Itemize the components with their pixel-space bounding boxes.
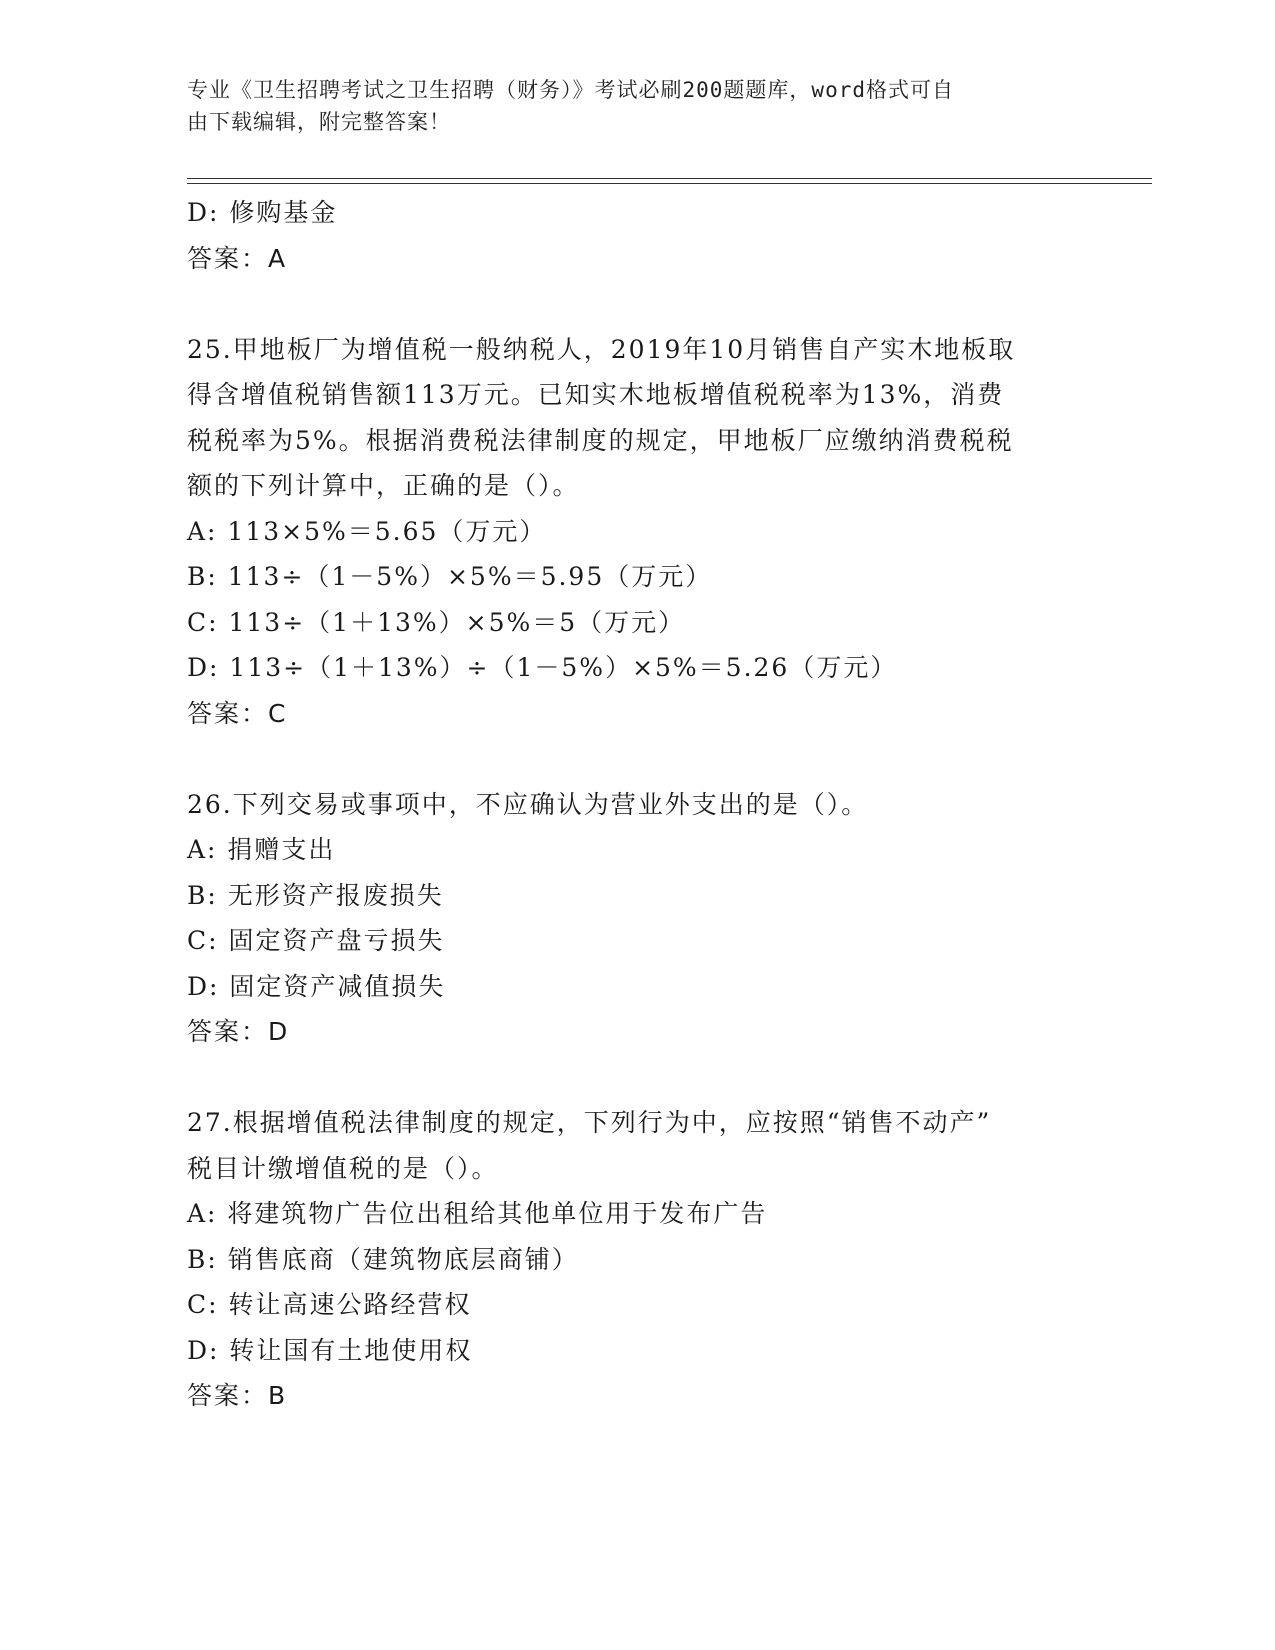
header-line-2: 由下载编辑，附完整答案！ bbox=[187, 110, 451, 134]
question-stem-line: 25.甲地板厂为增值税一般纳税人，2019年10月销售自产实木地板取 bbox=[187, 334, 1016, 364]
header-divider-bottom bbox=[187, 183, 1152, 184]
question-stem-line: 27.根据增值税法律制度的规定，下列行为中，应按照“销售不动产” bbox=[187, 1108, 992, 1137]
header-divider-top bbox=[187, 178, 1152, 179]
answer-line: 答案：B bbox=[187, 1381, 288, 1410]
question-stem-line: 税税率为5%。根据消费税法律制度的规定，甲地板厂应缴纳消费税税 bbox=[187, 425, 1014, 455]
option-a: A: 将建筑物广告位出租给其他单位用于发布广告 bbox=[187, 1199, 768, 1228]
document-header bbox=[187, 74, 1087, 138]
option-c: C: 转让高速公路经营权 bbox=[187, 1290, 472, 1319]
option-d: D: 固定资产减值损失 bbox=[187, 971, 446, 1001]
option-a: A: 捐赠支出 bbox=[187, 835, 336, 864]
option-a: A: 113×5%＝5.65（万元） bbox=[187, 516, 547, 546]
answer-line: 答案：C bbox=[187, 698, 288, 728]
option-c: C: 113÷（1＋13%）×5%＝5（万元） bbox=[187, 607, 686, 637]
header-line-1: 专业《卫生招聘考试之卫生招聘（财务）》考试必刷200题题库，word格式可自 bbox=[187, 78, 954, 102]
option-d: D: 转让国有土地使用权 bbox=[187, 1335, 473, 1365]
option-b: B: 113÷（1－5%）×5%＝5.95（万元） bbox=[187, 562, 713, 591]
previous-question-tail bbox=[187, 190, 1087, 281]
question-stem-line: 26.下列交易或事项中，不应确认为营业外支出的是（）。 bbox=[187, 789, 869, 819]
question-26 bbox=[187, 782, 1087, 1055]
answer-line: 答案：A bbox=[187, 243, 288, 273]
question-stem-line: 税目计缴增值税的是（）。 bbox=[187, 1153, 499, 1183]
option-b: B: 销售底商（建筑物底层商铺） bbox=[187, 1244, 579, 1274]
question-27 bbox=[187, 1100, 1087, 1419]
option-d: D: 113÷（1＋13%）÷（1－5%）×5%＝5.26（万元） bbox=[187, 653, 898, 682]
option-b: B: 无形资产报废损失 bbox=[187, 880, 444, 910]
document-body bbox=[187, 190, 1087, 1419]
answer-line: 答案：D bbox=[187, 1017, 290, 1046]
option-d: D: 修购基金 bbox=[187, 198, 338, 227]
question-25 bbox=[187, 327, 1087, 737]
question-stem-line: 额的下列计算中，正确的是（）。 bbox=[187, 471, 580, 500]
question-stem-line: 得含增值税销售额113万元。已知实木地板增值税税率为13%，消费 bbox=[187, 380, 1005, 409]
option-c: C: 固定资产盘亏损失 bbox=[187, 926, 445, 955]
